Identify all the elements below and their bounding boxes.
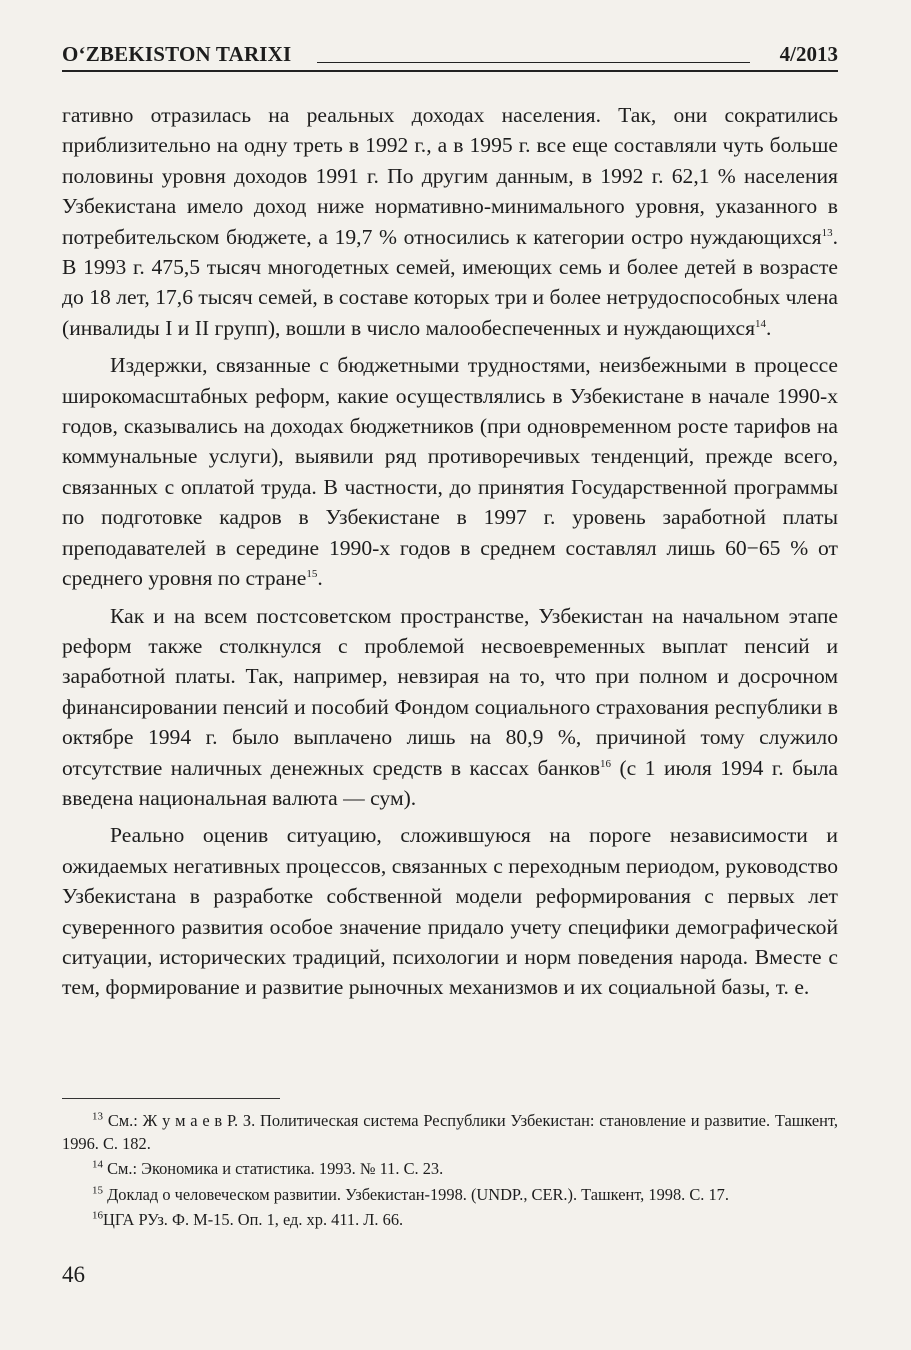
footnote bbox=[62, 1184, 838, 1207]
footnotes bbox=[62, 1110, 838, 1232]
paragraph bbox=[62, 601, 838, 814]
footnote-text: Доклад о человеческом развитии. Узбекистан-1998. (UNDP., CER.). Ташкент, 1998. С. 17. bbox=[107, 1184, 729, 1204]
running-header bbox=[62, 40, 838, 72]
paragraph-text: Реально оценив ситуацию, сложившуюся на пороге независимости и ожидаемых негативных процессов, связанных с переходным периодом, руководство Узбекистана в разработке собственной модели реформирования с первых лет суверенного развития особое значение придало учету специфики демографической ситуации, исторических традиций, психологии и норм поведения народа. Вместе с тем, формирование и развитие рыночных механизмов и их социальной базы, т. е. bbox=[62, 823, 838, 1000]
paragraph-text: (с 1 июля 1994 г. была введена национальная валюта — сум). bbox=[62, 755, 838, 810]
footnote-text: См.: Экономика и статистика. 1993. № 11. С. 23. bbox=[107, 1159, 444, 1179]
body-text bbox=[62, 100, 838, 1003]
footnote-number: 15 bbox=[92, 1184, 103, 1197]
paragraph-text: . bbox=[766, 315, 772, 340]
footnote-number: 13 bbox=[92, 1110, 103, 1123]
paragraph-text: Как и на всем постсоветском пространстве, Узбекистан на начальном этапе реформ также столкнулся с проблемой несвоевременных выплат пенсий и заработной платы. Так, например, невзирая на то, что при полном и досрочном финансировании пенсий и пособий Фондом социального страхования республики в октябре 1994 г. было выплачено лишь на 80,9 %, причиной тому служило отсутствие наличных денежных средств в кассах банков bbox=[62, 603, 838, 780]
footnote-number: 14 bbox=[92, 1158, 103, 1171]
paragraph-text: гативно отразилась на реальных доходах населения. Так, они сократились приблизительно на одну треть в 1992 г., а в 1995 г. все еще составляли чуть больше половины уровня доходов 1991 г. По другим данным, в 1992 г. 62,1 % населения Узбекистана имело доход ниже нормативно-минимального уровня, указанного в потребительском бюджете, а 19,7 % относились к категории остро нуждающихся bbox=[62, 103, 838, 249]
paragraph-text: Издержки, связанные с бюджетными трудностями, неизбежными в процессе широкомасштабных реформ, какие осуществлялись в Узбекистане в начале 1990-х годов, сказывались на доходах бюджетников (при одновременном росте тарифов на коммунальные услуги), выявили ряд противоречивых тенденций, прежде всего, связанных с оплатой труда. В частности, до принятия Государственной программы по подготовке кадров в Узбекистане в 1997 г. уровень заработной платы преподавателей в середине 1990-х годов в среднем составлял лишь 60−65 % от среднего уровня по стране bbox=[62, 353, 838, 591]
footnote bbox=[62, 1110, 838, 1155]
footnote bbox=[62, 1209, 838, 1232]
paragraph-text: . В 1993 г. 475,5 тысяч многодетных семей, имеющих семь и более детей в возрасте до 18 лет, 17,6 тысяч семей, в составе которых три и более нетрудоспособных члена (инвалиды I и II групп), вошли в число малообеспеченных и нуждающихся bbox=[62, 224, 838, 340]
footnote-ref: 16 bbox=[600, 757, 612, 770]
footnote-number: 16 bbox=[92, 1209, 103, 1222]
footnote-ref: 15 bbox=[306, 567, 318, 580]
paragraph-text: . bbox=[317, 566, 323, 591]
journal-title: O‘ZBEKISTON TARIXI bbox=[62, 42, 292, 66]
page-number: 46 bbox=[62, 1262, 85, 1287]
footnote-ref: 13 bbox=[821, 226, 833, 239]
footnote-text: ЦГА РУз. Ф. М-15. Оп. 1, ед. хр. 411. Л. 66. bbox=[103, 1210, 404, 1230]
issue-number: 4/2013 bbox=[779, 42, 838, 66]
footnote-separator bbox=[62, 1098, 280, 1099]
paragraph bbox=[62, 100, 838, 343]
header-rule bbox=[317, 62, 750, 63]
footnote bbox=[62, 1158, 838, 1181]
footnote-text: См.: Ж у м а е в Р. З. Политическая система Республики Узбекистан: становление и развитие. Ташкент, 1996. С. 182. bbox=[62, 1111, 838, 1153]
footnote-ref: 14 bbox=[755, 317, 767, 330]
paragraph bbox=[62, 820, 838, 1002]
paragraph bbox=[62, 350, 838, 593]
